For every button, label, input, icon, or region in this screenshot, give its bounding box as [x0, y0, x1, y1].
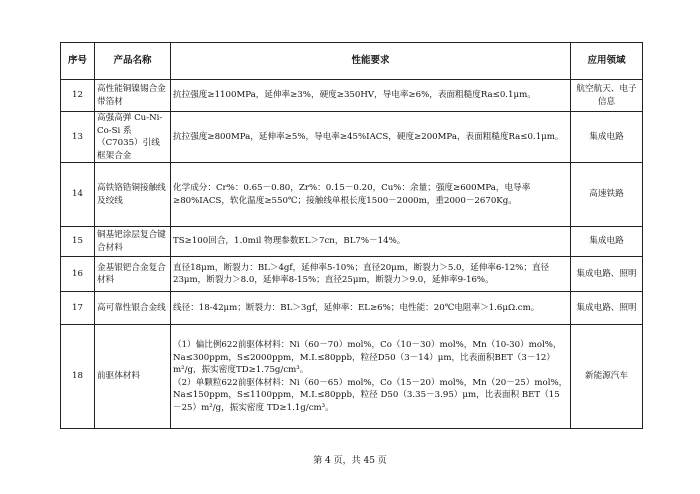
- performance-requirements: [171, 112, 571, 163]
- performance-requirements: [171, 80, 571, 112]
- table-row: [61, 163, 643, 227]
- requirement-text: （2）单颗粒622前驱体材料：Ni（60－65）mol%，Co（15－20）mol%，Mn（20－25）mol%，Na≤150ppm，S≤1100ppm，M.I.≤80ppb，粒径 D50（3.35－3.95）μm，比表面积 BET（15－25）m²/g，振实密度 TD≥1.1g/cm³。: [173, 377, 568, 413]
- requirement-text: 抗拉强度≥800MPa，延伸率≥5%，导电率≥45%IACS，硬度≥200MPa，表面粗糙度Ra≤0.1μm。: [173, 131, 564, 142]
- requirement-text: TS≥100回合，1.0mil 物理参数EL＞7cn，BL7%－14%。: [173, 236, 406, 247]
- product-name: 前驱体材料: [95, 325, 171, 429]
- row-number: 13: [61, 112, 95, 163]
- table-row: [61, 257, 643, 292]
- product-spec-table: [60, 42, 643, 429]
- table-row: [61, 227, 643, 257]
- performance-requirements: [171, 227, 571, 257]
- requirement-text: 抗拉强度≥1100MPa，延伸率≥3%，硬度≥350HV，导电率≥6%，表面粗糙度Ra≤0.1μm。: [173, 90, 536, 101]
- application-field: 高速铁路: [571, 163, 643, 227]
- product-name: 高性能铜镍锡合金带箔材: [95, 80, 171, 112]
- table-row: [61, 80, 643, 112]
- row-number: 12: [61, 80, 95, 112]
- row-number: 17: [61, 292, 95, 325]
- application-field: 集成电路、照明: [571, 257, 643, 292]
- application-field: 集成电路: [571, 227, 643, 257]
- requirement-text: 化学成分：Cr%：0.65－0.80，Zr%：0.15－0.20，Cu%：余量；强度≥600MPa，电导率≥80%IACS，软化温度≥550℃；接触线单根长度1500－2000m，重2000－2670Kg。: [173, 183, 531, 206]
- application-field: 集成电路: [571, 112, 643, 163]
- table-header-row: [61, 43, 643, 80]
- table-row: [61, 325, 643, 429]
- table-row: [61, 112, 643, 163]
- application-field: 航空航天、电子信息: [571, 80, 643, 112]
- application-field: 新能源汽车: [571, 325, 643, 429]
- header-application: 应用领域: [571, 43, 643, 80]
- application-field: 集成电路、照明: [571, 292, 643, 325]
- page-footer: 第 4 页，共 45 页: [313, 456, 387, 466]
- requirement-text: 线径：18-42μm；断裂力：BL＞3gf，延伸率：EL≥6%；电性能：20℃电阻率＞1.6μΩ.cm。: [173, 302, 540, 313]
- performance-requirements: [171, 163, 571, 227]
- table-body: [61, 80, 643, 429]
- row-number: 18: [61, 325, 95, 429]
- row-number: 14: [61, 163, 95, 227]
- table-row: [61, 292, 643, 325]
- row-number: 16: [61, 257, 95, 292]
- product-name: 高可靠性银合金线: [95, 292, 171, 325]
- product-name: 高铁铬锆铜接触线及绞线: [95, 163, 171, 227]
- performance-requirements: [171, 292, 571, 325]
- product-name: 金基银钯合金复合材料: [95, 257, 171, 292]
- row-number: 15: [61, 227, 95, 257]
- header-product-name: 产品名称: [95, 43, 171, 80]
- performance-requirements: [171, 257, 571, 292]
- header-no: 序号: [61, 43, 95, 80]
- product-name: 铜基钯涂层复合键合材料: [95, 227, 171, 257]
- header-requirements: 性能要求: [171, 43, 571, 80]
- requirement-text: 直径18μm，断裂力：BL＞4gf，延伸率5-10%；直径20μm，断裂力＞5.0，延伸率6-12%；直径23μm，断裂力＞8.0，延伸率8-15%；直径25μm，断裂力＞9.0，延伸率9-16%。: [173, 262, 550, 285]
- product-name: 高强高弹 Cu-Ni-Co-Si 系（C7035）引线框架合金: [95, 112, 171, 163]
- performance-requirements: [171, 325, 571, 429]
- requirement-text: （1）偏比例622前驱体材料：Ni（60－70）mol%，Co（10－30）mol%，Mn（10-30）mol%，Na≤300ppm，S≤2000ppm，M.I.≤80ppb，粒径D50（3－14）μm，比表面积BET（3－12）m²/g，振实密度TD≥1.75g/cm³。: [173, 340, 562, 375]
